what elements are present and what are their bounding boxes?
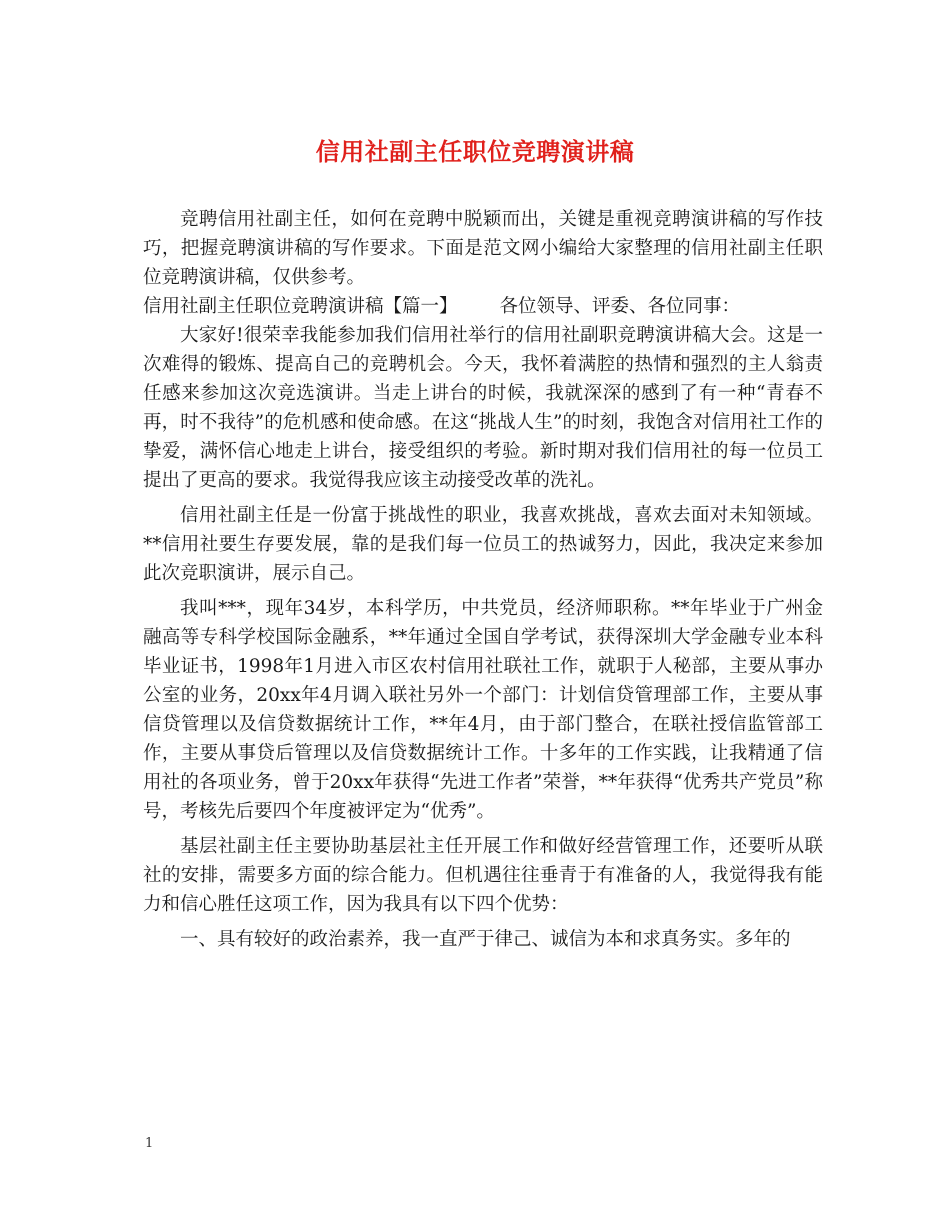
document-title: 信用社副主任职位竞聘演讲稿 <box>315 137 635 166</box>
section-heading-line <box>143 292 823 321</box>
body-paragraph-4: 基层社副主任主要协助基层社主任开展工作和做好经营管理工作，还要听从联社的安排，需要多方面的综合能力。但机遇往往垂青于有准备的人，我觉得我有能力和信心胜任这项工作，因为我具有以下四个优势： <box>143 836 823 915</box>
intro-paragraph: 竞聘信用社副主任，如何在竞聘中脱颖而出，关键是重视竞聘演讲稿的写作技巧，把握竞聘演讲稿的写作要求。下面是范文网小编给大家整理的信用社副主任职位竞聘演讲稿，仅供参考。 <box>143 209 823 288</box>
section-heading: 信用社副主任职位竞聘演讲稿【篇一】 <box>143 296 458 317</box>
body-paragraph-1: 大家好!很荣幸我能参加我们信用社举行的信用社副职竞聘演讲稿大会。这是一次难得的锻炼、提高自己的竞聘机会。今天，我怀着满腔的热情和强烈的主人翁责任感来参加这次竞选演讲。当走上讲台的时候，我就深深的感到了有一种“青春不再，时不我待”的危机感和使命感。在这“挑战人生”的时刻，我饱含对信用社工作的挚爱，满怀信心地走上讲台，接受组织的考验。新时期对我们信用社的每一位员工提出了更高的要求。我觉得我应该主动接受改革的洗礼。 <box>143 325 823 491</box>
page-number: 1 <box>145 1136 154 1151</box>
body-paragraph-2: 信用社副主任是一份富于挑战性的职业，我喜欢挑战，喜欢去面对未知领域。**信用社要生存要发展，靠的是我们每一位员工的热诚努力，因此，我决定来参加此次竞职演讲，展示自己。 <box>143 505 823 584</box>
salutation: 各位领导、评委、各位同事： <box>499 296 741 317</box>
body-paragraph-3: 我叫***，现年34岁，本科学历，中共党员，经济师职称。**年毕业于广州金融高等专科学校国际金融系，**年通过全国自学考试，获得深圳大学金融专业本科毕业证书，1998年1月进入市区农村信用社联社工作，就职于人秘部，主要从事办公室的业务，20xx年4月调入联社另外一个部门：计划信贷管理部工作，主要从事信贷管理以及信贷数据统计工作，**年4月，由于部门整合，在联社授信监管部工作，主要从事贷后管理以及信贷数据统计工作。十多年的工作实践，让我精通了信用社的各项业务，曾于20xx年获得“先进工作者”荣誉，**年获得“优秀共产党员”称号，考核先后要四个年度被评定为“优秀”。 <box>143 598 823 822</box>
document-body <box>143 205 823 954</box>
body-paragraph-5: 一、具有较好的政治素养，我一直严于律己、诚信为本和求真务实。多年的 <box>180 929 791 950</box>
